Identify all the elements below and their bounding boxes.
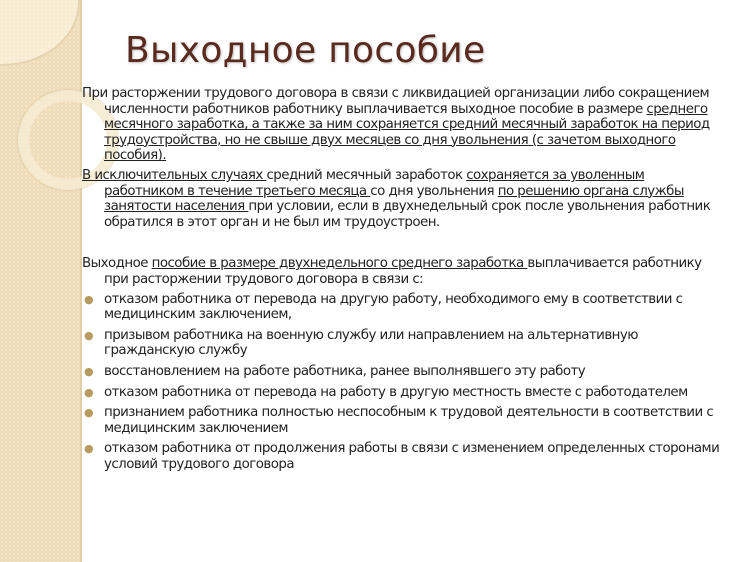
- text-segment: Выходное: [82, 256, 152, 272]
- decorative-circle: [0, 0, 80, 66]
- underlined-segment: среднего месячного заработка, а также за ним сохраняется средний месячный заработок на период трудоустройства, но не свыше двух месяцев со дня увольнения (с зачетом выходного пособия).: [104, 101, 710, 164]
- list-item: [82, 328, 722, 359]
- list-item-text: признанием работника полностью неспособным к трудовой деятельности в соответствии с медицинским заключением: [104, 405, 714, 436]
- paragraph-3: [82, 256, 722, 287]
- bullet-icon: ●: [84, 328, 94, 342]
- bullet-list: [82, 292, 722, 473]
- bullet-icon: ●: [84, 442, 94, 456]
- text-segment: выплачивается работнику при расторжении трудового договора в связи с:: [104, 256, 702, 287]
- list-item: [82, 405, 722, 436]
- underlined-segment: В исключительных случаях: [82, 167, 267, 183]
- list-item-text: отказом работника от продолжения работы в связи с изменением определенных сторонами условий трудового договора: [104, 441, 720, 472]
- list-item: [82, 441, 722, 472]
- list-item: [82, 292, 722, 323]
- underlined-segment: сохраняется за уволенным работником в течение третьего месяца: [104, 167, 645, 199]
- slide-body: [82, 86, 722, 477]
- paragraph-2: [82, 168, 722, 230]
- decorative-sidebar: [0, 0, 82, 562]
- slide-title: Выходное пособие: [125, 30, 486, 71]
- text-segment: средний месячный заработок: [266, 167, 467, 183]
- bullet-icon: ●: [84, 406, 94, 420]
- underlined-segment: по решению органа службы занятости населения: [104, 183, 684, 215]
- spacer: [82, 234, 722, 256]
- list-item: [82, 364, 722, 380]
- text-segment: со дня увольнения: [370, 183, 498, 199]
- list-item: [82, 385, 722, 401]
- list-item-text: призывом работника на военную службу или направлением на альтернативную гражданскую службу: [104, 327, 638, 359]
- bullet-icon: ●: [84, 385, 94, 399]
- underlined-segment: пособие в размере двухнедельного среднего заработка: [151, 256, 528, 272]
- text-segment: при условии, если в двухнедельный срок после увольнения работник обратился в этот орган и не был им трудоустроен.: [104, 199, 711, 230]
- list-item-text: отказом работника от перевода на другую работу, необходимого ему в соответствии с медицинским заключением,: [104, 291, 683, 323]
- paragraph-1: [82, 86, 722, 164]
- list-item-text: восстановлением на работе работника, ранее выполнявшего эту работу: [104, 363, 586, 379]
- bullet-icon: ●: [84, 364, 94, 378]
- text-segment: При расторжении трудового договора в связи с ликвидацией организации либо сокращением численности работников работнику выплачивается выходное пособие в размере: [82, 86, 710, 117]
- bullet-icon: ●: [84, 292, 94, 306]
- list-item-text: отказом работника от перевода на работу в другую местность вместе с работодателем: [104, 384, 688, 400]
